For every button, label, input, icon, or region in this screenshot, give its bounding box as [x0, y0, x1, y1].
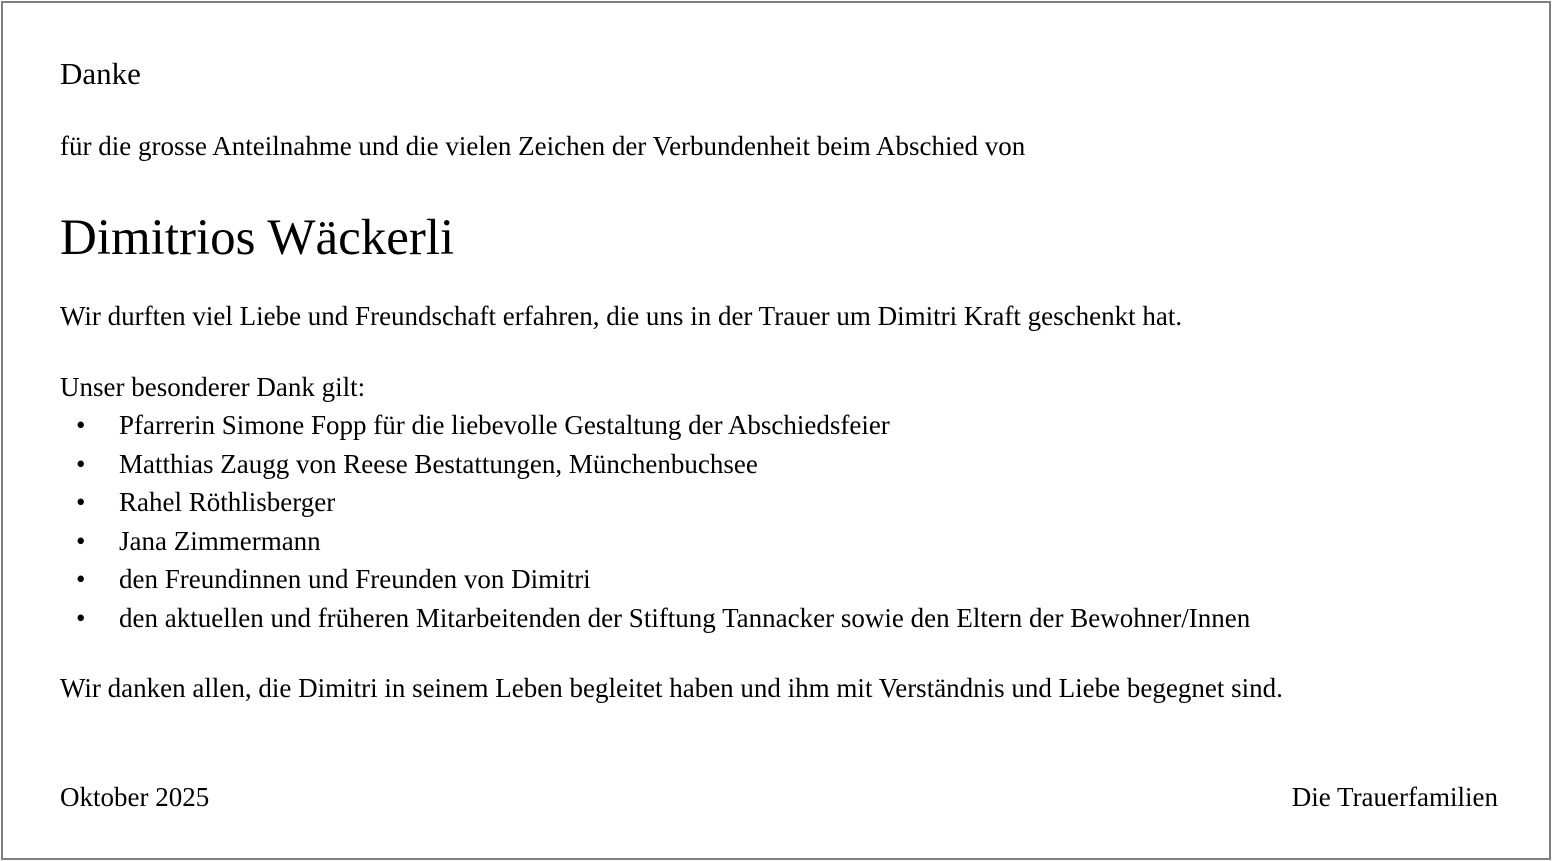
notice-heading: Danke: [60, 56, 141, 91]
list-item-text: Matthias Zaugg von Reese Bestattungen, Münchenbuchsee: [119, 448, 758, 479]
list-item-text: Pfarrerin Simone Fopp für die liebevolle Gestaltung der Abschiedsfeier: [119, 410, 890, 440]
bullet-icon: •: [76, 602, 86, 633]
list-item: [60, 445, 1250, 484]
list-item: [60, 522, 1250, 561]
notice-frame: [1, 1, 1551, 860]
thanks-intro: Unser besonderer Dank gilt:: [60, 372, 366, 402]
list-item: [60, 483, 1250, 522]
list-item-text: den aktuellen und früheren Mitarbeitenden der Stiftung Tannacker sowie den Eltern der Bewohner/Innen: [119, 602, 1251, 633]
bullet-icon: •: [76, 448, 86, 479]
list-item: [60, 560, 1250, 599]
notice-paragraph: Wir durften viel Liebe und Freundschaft erfahren, die uns in der Trauer um Dimitri Kraft geschenkt hat.: [60, 301, 1183, 331]
list-item: [60, 406, 1250, 445]
list-item-text: Rahel Röthlisberger: [119, 487, 336, 517]
notice-intro: für die grosse Anteilnahme und die vielen Zeichen der Verbundenheit beim Abschied von: [60, 131, 1026, 161]
bullet-icon: •: [76, 410, 86, 440]
list-item-text: Jana Zimmermann: [119, 525, 321, 556]
notice-signature: Die Trauerfamilien: [1291, 782, 1498, 812]
list-item-text: den Freundinnen und Freunden von Dimitri: [119, 564, 591, 594]
closing-paragraph: Wir danken allen, die Dimitri in seinem Leben begleitet haben und ihm mit Verständnis und Liebe begegnet sind.: [60, 673, 1283, 703]
bullet-icon: •: [76, 525, 86, 556]
thanks-list: [60, 406, 1250, 637]
notice-date: Oktober 2025: [60, 782, 210, 812]
bullet-icon: •: [76, 564, 86, 594]
bullet-icon: •: [76, 487, 86, 517]
list-item: [60, 599, 1250, 638]
deceased-name: Dimitrios Wäckerli: [60, 210, 455, 266]
